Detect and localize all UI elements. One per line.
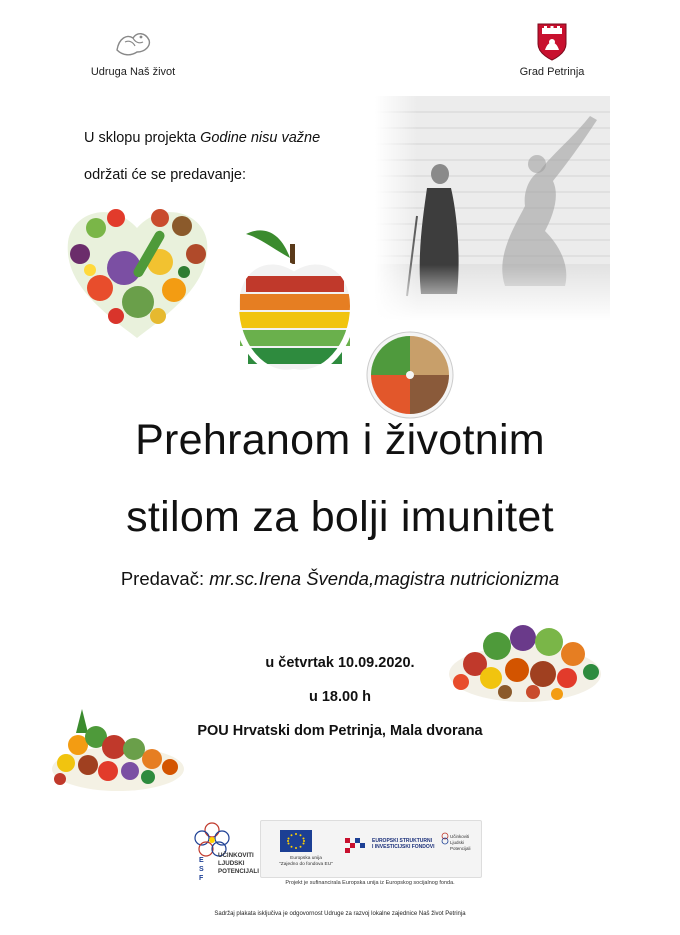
- poster-title-line-1: Prehranom i životnim: [135, 416, 545, 464]
- eu-caption: Europska unija "Zajedno do fondova EU": [279, 856, 333, 867]
- disclaimer-text: Sadržaj plakata isključiva je odgovornost Udruge za razvoj lokalne zajednice Naš život Petrinja: [214, 911, 466, 917]
- vegetable-cornucopia-image: [48, 705, 188, 793]
- vegetable-apple-image: [232, 222, 357, 382]
- speaker-line: [0, 568, 680, 590]
- ulj-small-flower-icon: [440, 832, 450, 851]
- coat-of-arms-icon: [536, 22, 568, 62]
- event-time: u 18.00 h: [308, 689, 372, 705]
- cofinancing-note: Projekt je sufinancirala Europska unija iz Europskog socijalnog fonda.: [285, 880, 455, 886]
- project-name: Godine nisu važne: [200, 130, 321, 146]
- eu-flag-icon: [280, 830, 312, 852]
- croatia-checker-icon: [345, 838, 367, 859]
- intro-line-1: [84, 130, 320, 146]
- speaker-name: mr.sc.Irena Švenda,magistra nutricionizma: [209, 568, 560, 589]
- vegetable-pile-image: [445, 612, 605, 707]
- hands-logo-icon: [111, 28, 155, 62]
- event-date: u četvrtak 10.09.2020.: [265, 655, 415, 671]
- org-right-name: Grad Petrinja: [519, 66, 585, 78]
- org-left-logo: [78, 28, 188, 78]
- intro-prefix: U sklopu projekta: [84, 130, 201, 146]
- speaker-prefix: Predavač:: [120, 568, 210, 589]
- nutrition-plate-image: [365, 330, 455, 420]
- intro-line-2: održati će se predavanje:: [84, 167, 247, 183]
- esi-funds-caption: EUROPSKI STRUKTURNI I INVESTICIJSKI FONDOVI: [372, 838, 435, 851]
- event-venue: POU Hrvatski dom Petrinja, Mala dvorana: [197, 723, 483, 739]
- ulj-caption: Učinkoviti Ljudski Potencijali: [450, 834, 471, 851]
- vegetable-heart-image: [60, 198, 215, 343]
- esf-letters: E S F: [199, 857, 204, 882]
- poster-title-line-2: stilom za bolji imunitet: [126, 493, 554, 541]
- elderly-woman-photo: [375, 96, 610, 321]
- esf-programme-label: UČINKOVITI LJUDSKI POTENCIJALI: [218, 852, 259, 875]
- org-right-logo: [502, 22, 602, 78]
- org-left-name: Udruga Naš život: [90, 66, 176, 78]
